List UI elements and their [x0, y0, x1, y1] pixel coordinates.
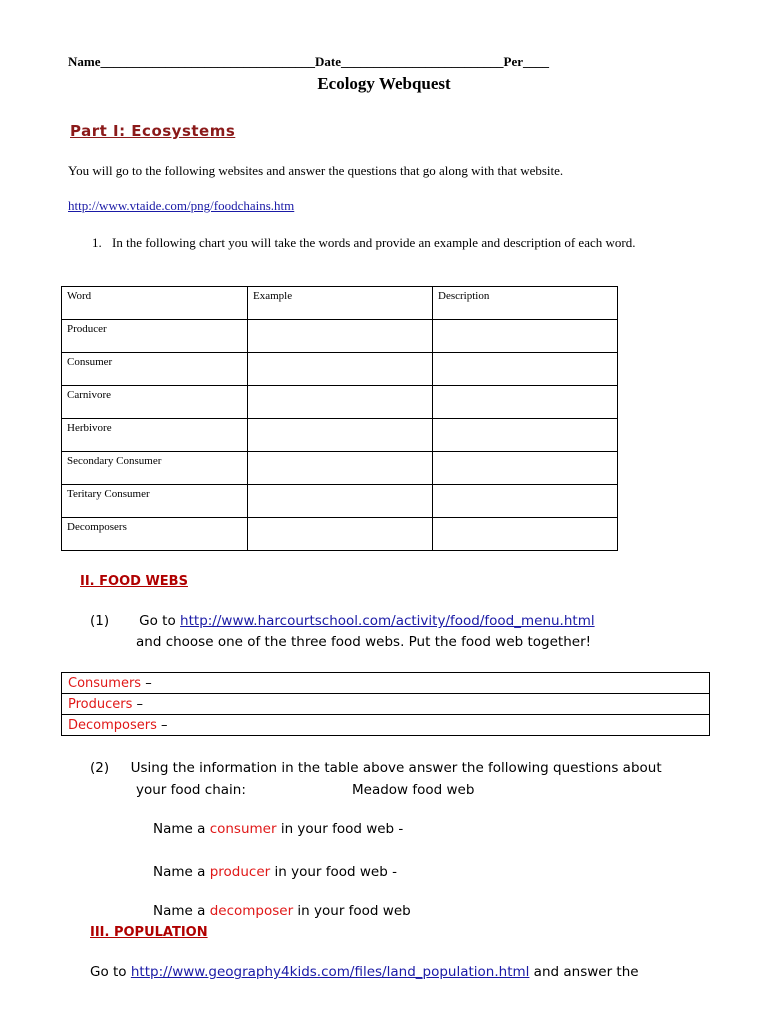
name-label: Name — [68, 54, 101, 69]
example-cell[interactable] — [248, 452, 433, 485]
part2-q2-line2: your food chain: — [136, 782, 246, 798]
part2-heading: II. FOOD WEBS — [80, 574, 188, 589]
table-row — [62, 353, 618, 386]
part2-q1-line2: and choose one of the three food webs. Put the food web together! — [136, 634, 592, 650]
table-row[interactable] — [62, 694, 710, 715]
header-description: Description — [433, 287, 618, 320]
part3-tail: and answer the — [529, 964, 639, 980]
description-cell[interactable] — [433, 485, 618, 518]
prompt-post: in your food web — [293, 903, 411, 919]
description-cell[interactable] — [433, 320, 618, 353]
table-row[interactable] — [62, 673, 710, 694]
word-cell: Decomposers — [62, 518, 248, 551]
name-consumer-prompt — [153, 821, 403, 837]
prompt-post: in your food web - — [270, 864, 397, 880]
example-cell[interactable] — [248, 518, 433, 551]
part3-instruction — [90, 964, 639, 980]
fw-dash: – — [132, 696, 144, 712]
description-cell[interactable] — [433, 386, 618, 419]
word-cell: Consumer — [62, 353, 248, 386]
part2-q1-number: (1) — [90, 613, 110, 629]
word-cell: Producer — [62, 320, 248, 353]
keyword-consumer: consumer — [209, 821, 277, 837]
date-label: Date — [315, 54, 341, 69]
word-cell: Teritary Consumer — [62, 485, 248, 518]
prompt-pre: Name a — [153, 864, 210, 880]
name-producer-prompt — [153, 864, 397, 880]
food-web-table — [61, 672, 710, 736]
table-row — [62, 452, 618, 485]
part2-q2-number: (2) — [90, 760, 110, 776]
question-1-number: 1. — [92, 235, 102, 250]
prompt-post: in your food web - — [276, 821, 404, 837]
name-decomposer-prompt — [153, 903, 411, 919]
fw-label: Consumers — [68, 675, 142, 691]
part2-q1-line1 — [90, 613, 595, 629]
fw-label: Decomposers — [68, 717, 157, 733]
date-blank[interactable]: _________________________ — [341, 54, 504, 69]
part3-goto: Go to — [90, 964, 131, 980]
fw-label: Producers — [68, 696, 133, 712]
question-1-text: In the following chart you will take the words and provide an example and description of each word. — [112, 235, 636, 250]
word-cell: Secondary Consumer — [62, 452, 248, 485]
table-row — [62, 485, 618, 518]
part1-intro: You will go to the following websites and answer the questions that go along with that website. — [68, 163, 564, 178]
description-cell[interactable] — [433, 518, 618, 551]
header-word: Word — [62, 287, 248, 320]
header-example: Example — [248, 287, 433, 320]
example-cell[interactable] — [248, 419, 433, 452]
vocab-table — [61, 286, 618, 551]
student-info-line — [68, 54, 549, 70]
part2-q2-text: Using the information in the table above answer the following questions about — [130, 760, 662, 776]
example-cell[interactable] — [248, 485, 433, 518]
prompt-pre: Name a — [153, 903, 210, 919]
description-cell[interactable] — [433, 452, 618, 485]
per-blank[interactable]: ____ — [522, 54, 549, 69]
foodchains-link[interactable]: http://www.vtaide.com/png/foodchains.htm — [68, 198, 295, 213]
table-row — [62, 386, 618, 419]
harcourt-link[interactable]: http://www.harcourtschool.com/activity/food/food_menu.html — [180, 613, 595, 629]
table-row — [62, 320, 618, 353]
part3-heading: III. POPULATION — [90, 925, 208, 940]
geography4kids-link[interactable]: http://www.geography4kids.com/files/land_population.html — [130, 964, 530, 980]
description-cell[interactable] — [433, 353, 618, 386]
example-cell[interactable] — [248, 386, 433, 419]
meadow-food-web: Meadow food web — [352, 782, 475, 798]
question-1 — [92, 234, 712, 252]
table-row[interactable] — [62, 715, 710, 736]
fw-dash: – — [156, 717, 168, 733]
part1-heading: Part I: Ecosystems — [70, 122, 236, 140]
description-cell[interactable] — [433, 419, 618, 452]
name-blank[interactable]: _________________________________ — [100, 54, 315, 69]
table-header-row — [62, 287, 618, 320]
part2-q2-line1 — [90, 760, 662, 776]
word-cell: Carnivore — [62, 386, 248, 419]
keyword-decomposer: decomposer — [209, 903, 294, 919]
part2-q1-goto: Go to — [139, 613, 176, 629]
table-row — [62, 518, 618, 551]
prompt-pre: Name a — [153, 821, 210, 837]
table-row — [62, 419, 618, 452]
per-label: Per — [503, 54, 523, 69]
word-cell: Herbivore — [62, 419, 248, 452]
page-title: Ecology Webquest — [317, 74, 451, 93]
example-cell[interactable] — [248, 353, 433, 386]
keyword-producer: producer — [209, 864, 271, 880]
fw-dash: – — [141, 675, 152, 691]
example-cell[interactable] — [248, 320, 433, 353]
